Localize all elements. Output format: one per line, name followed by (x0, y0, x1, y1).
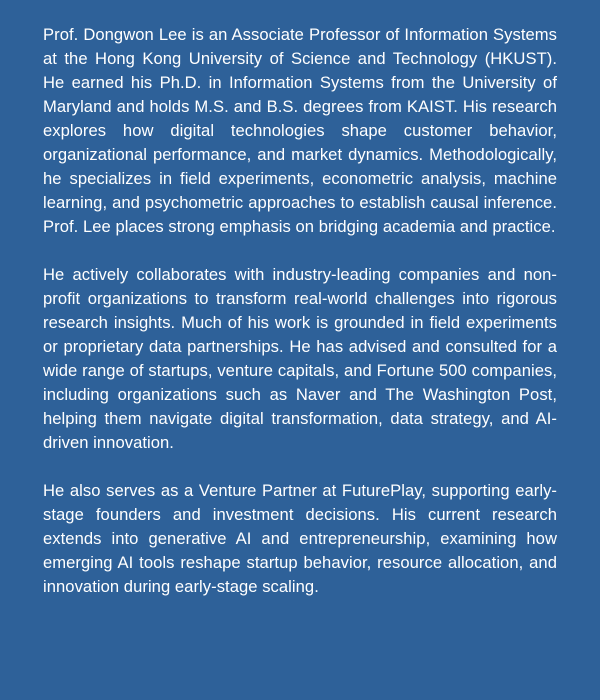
bio-paragraph-3: He also serves as a Venture Partner at FuturePlay, supporting early-stage founders and investment decisions. His current research extends into generative AI and entrepreneurship, examining how emerging AI tools reshape startup behavior, resource allocation, and innovation during early-stage scaling. (43, 481, 557, 596)
bio-paragraph-1: Prof. Dongwon Lee is an Associate Professor of Information Systems at the Hong Kong University of Science and Technology (HKUST). He earned his Ph.D. in Information Systems from the University of Maryland and holds M.S. and B.S. degrees from KAIST. His research explores how digital technologies shape customer behavior, organizational performance, and market dynamics. Methodologically, he specializes in field experiments, econometric analysis, machine learning, and psychometric approaches to establish causal inference. Prof. Lee places strong emphasis on bridging academia and practice. (43, 25, 557, 236)
bio-paragraph-2: He actively collaborates with industry-leading companies and non-profit organizations to transform real-world challenges into rigorous research insights. Much of his work is grounded in field experiments or proprietary data partnerships. He has advised and consulted for a wide range of startups, venture capitals, and Fortune 500 companies, including organizations such as Naver and The Washington Post, helping them navigate digital transformation, data strategy, and AI-driven innovation. (43, 265, 557, 452)
biography-text-block (43, 23, 557, 599)
